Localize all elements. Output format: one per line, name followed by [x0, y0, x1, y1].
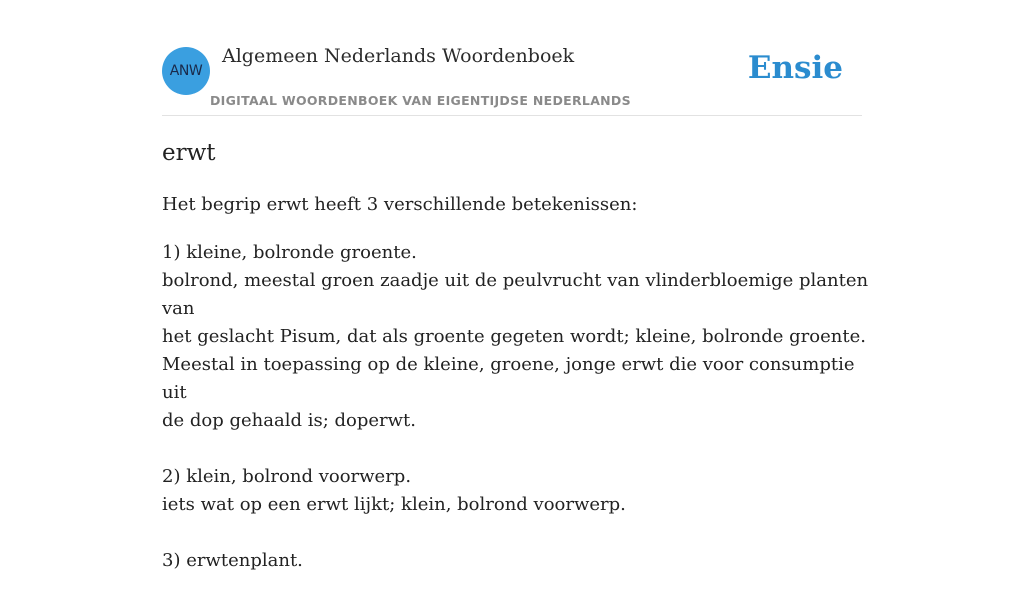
meaning-line: het geslacht Pisum, dat als groente gegeten wordt; kleine, bolronde groente. [162, 326, 866, 347]
meaning-title: 1) kleine, bolronde groente. [162, 242, 417, 263]
meaning-line: Meestal in toepassing op de kleine, groene, jonge erwt die voor consumptie uit [162, 354, 855, 403]
intro-text: Het begrip erwt heeft 3 verschillende betekenissen: [162, 194, 638, 215]
meaning-line: de dop gehaald is; doperwt. [162, 410, 417, 431]
site-title[interactable]: Algemeen Nederlands Woordenboek [222, 45, 575, 67]
anw-logo[interactable] [162, 47, 210, 95]
headword: erwt [162, 140, 216, 166]
meaning-1 [162, 239, 872, 435]
site-subtitle: DIGITAAL WOORDENBOEK VAN EIGENTIJDSE NEDERLANDS [210, 93, 631, 108]
ensie-brand-link[interactable]: Ensie [747, 50, 843, 86]
meaning-title: 2) klein, bolrond voorwerp. [162, 466, 412, 487]
meaning-line: iets wat op een erwt lijkt; klein, bolrond voorwerp. [162, 494, 626, 515]
meanings-list [162, 239, 872, 603]
header-divider [162, 115, 862, 116]
meaning-3 [162, 547, 872, 575]
logo-text: ANW [169, 63, 203, 79]
meaning-line: bolrond, meestal groen zaadje uit de peulvrucht van vlinderbloemige planten van [162, 270, 869, 319]
meaning-title: 3) erwtenplant. [162, 550, 303, 571]
meaning-2 [162, 463, 872, 519]
